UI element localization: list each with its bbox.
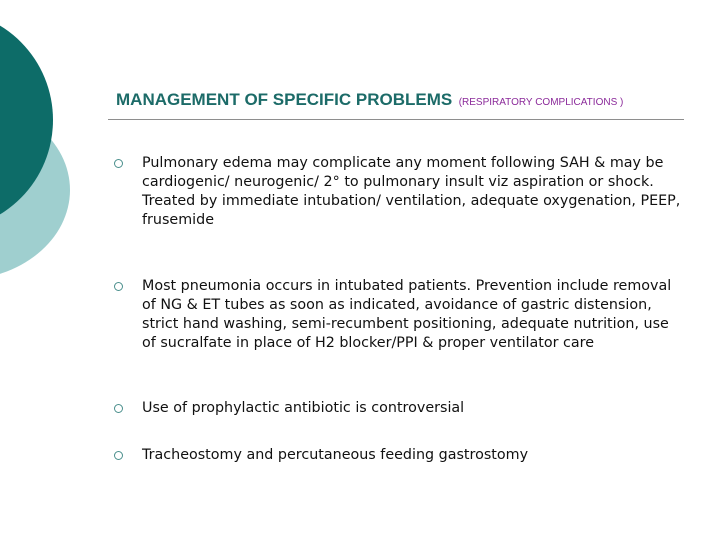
slide-title-subtitle: (RESPIRATORY COMPLICATIONS ) bbox=[458, 97, 624, 108]
bullet-text: Pulmonary edema may complicate any moment following SAH & may be cardiogenic/ neurogenic/ 2° to pulmonary insult viz aspiration or shock. Treated by immediate intubation/ ventilation, adequate oxygenation, PEEP, frusemide bbox=[142, 155, 681, 228]
bullet-text: Tracheostomy and percutaneous feeding gastrostomy bbox=[142, 447, 529, 463]
hollow-circle-bullet-icon bbox=[114, 282, 123, 291]
hollow-circle-bullet-icon bbox=[114, 451, 123, 460]
hollow-circle-bullet-icon bbox=[114, 159, 123, 168]
bullet-text: Use of prophylactic antibiotic is controversial bbox=[142, 400, 465, 416]
slide-title-main: MANAGEMENT OF SPECIFIC PROBLEMS bbox=[116, 90, 453, 109]
bullet-text: Most pneumonia occurs in intubated patients. Prevention include removal of NG & ET tubes as soon as indicated, avoidance of gastric distension, strict hand washing, semi-recumbent positioning, adequate nutrition, use of sucralfate in place of H2 blocker/PPI & proper ventilator care bbox=[142, 278, 672, 351]
hollow-circle-bullet-icon bbox=[114, 404, 123, 413]
